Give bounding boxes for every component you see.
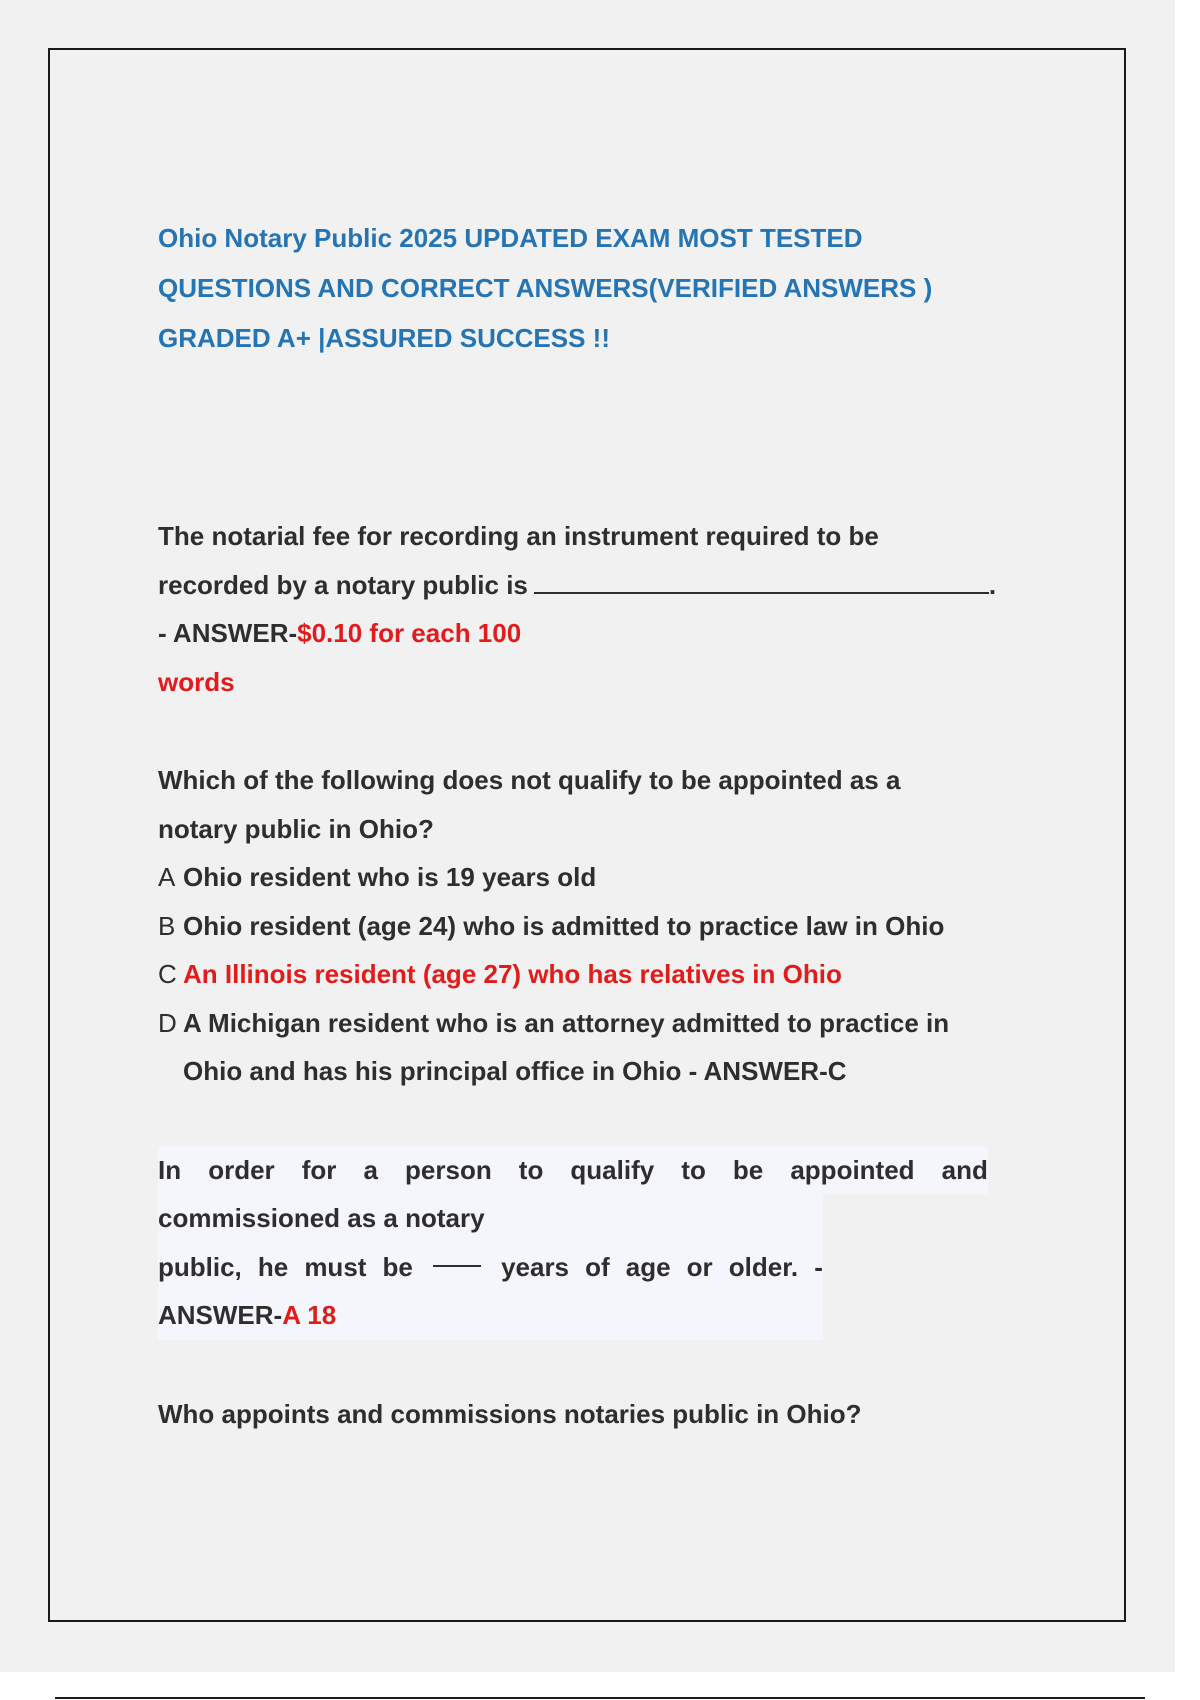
option-letter: C [158, 959, 177, 989]
footer-rule [55, 1697, 1145, 1699]
title-line-2: QUESTIONS AND CORRECT ANSWERS(VERIFIED ANSWERS ) [158, 273, 933, 303]
fill-in-blank [534, 570, 989, 594]
q3-word: public, [158, 1251, 242, 1282]
q3-line-1 [158, 1146, 988, 1195]
q3-word: person [405, 1154, 492, 1185]
title-line-3: GRADED A+ |ASSURED SUCCESS !! [158, 323, 610, 353]
fill-in-blank [433, 1243, 481, 1267]
q3-word: be [382, 1251, 413, 1282]
q3-answer-line [158, 1291, 823, 1340]
q3-word: order [208, 1154, 275, 1185]
q3-word: be [732, 1154, 764, 1185]
q3-word: In [158, 1154, 182, 1185]
q2-option-c [158, 950, 1038, 999]
q1-line-2 [158, 561, 1038, 610]
q3-word: older. [728, 1251, 799, 1282]
option-text: Ohio resident (age 24) who is admitted to practice law in Ohio [183, 910, 945, 941]
q3-line-3 [158, 1243, 823, 1292]
document-content [158, 213, 1038, 1438]
q3-word: age [625, 1251, 671, 1282]
q1-line-2-text: recorded by a notary public is [158, 569, 528, 600]
q2-option-d-continued: Ohio and has his principal office in Ohio - ANSWER-C [183, 1056, 847, 1086]
q3-word: he [257, 1251, 289, 1282]
q2-line-1: Which of the following does not qualify to be appointed as a [158, 765, 901, 795]
q1-line-2-end: . [988, 569, 997, 600]
question-2 [158, 756, 1038, 1096]
q3-word: of [585, 1251, 610, 1282]
q2-line-2: notary public in Ohio? [158, 813, 434, 844]
title-line-1: Ohio Notary Public 2025 UPDATED EXAM MOST TESTED [158, 223, 863, 253]
q3-word: appointed [790, 1154, 915, 1185]
q1-line-1: The notarial fee for recording an instrument required to be [158, 521, 879, 551]
q2-option-d [158, 999, 1038, 1048]
q3-word: or [686, 1251, 713, 1282]
document-title [158, 213, 1038, 363]
q3-answer-prefix: ANSWER- [158, 1300, 283, 1330]
q3-word: a [363, 1154, 378, 1185]
option-letter: A [158, 862, 176, 892]
q4-line-1: Who appoints and commissions notaries public in Ohio? [158, 1398, 862, 1429]
question-4 [158, 1390, 1038, 1439]
q3-word: for [301, 1154, 337, 1185]
q3-word: to [518, 1154, 544, 1185]
q3-line-2: commissioned as a notary [158, 1194, 823, 1243]
question-3 [158, 1146, 1038, 1340]
q1-answer-prefix: - ANSWER- [158, 618, 298, 648]
q2-option-a [158, 853, 1038, 902]
option-text: Ohio resident who is 19 years old [183, 862, 597, 892]
option-text: A Michigan resident who is an attorney admitted to practice in [183, 1007, 950, 1038]
q3-word: must [304, 1251, 367, 1282]
option-letter: B [158, 910, 176, 941]
q3-word: years [501, 1251, 570, 1282]
q3-word: qualify [570, 1154, 655, 1185]
option-letter: D [158, 1007, 177, 1038]
q3-word: to [681, 1154, 706, 1185]
q3-answer-value: A 18 [282, 1300, 337, 1330]
q3-word: and [941, 1154, 988, 1185]
question-1 [158, 512, 1038, 706]
q2-option-b [158, 902, 1038, 951]
q1-answer-line [158, 609, 1038, 658]
q1-answer-part-1: $0.10 for each 100 [297, 618, 522, 648]
q1-answer-part-2: words [158, 666, 235, 697]
q3-word: - [814, 1251, 823, 1282]
option-text-correct: An Illinois resident (age 27) who has relatives in Ohio [183, 959, 842, 989]
